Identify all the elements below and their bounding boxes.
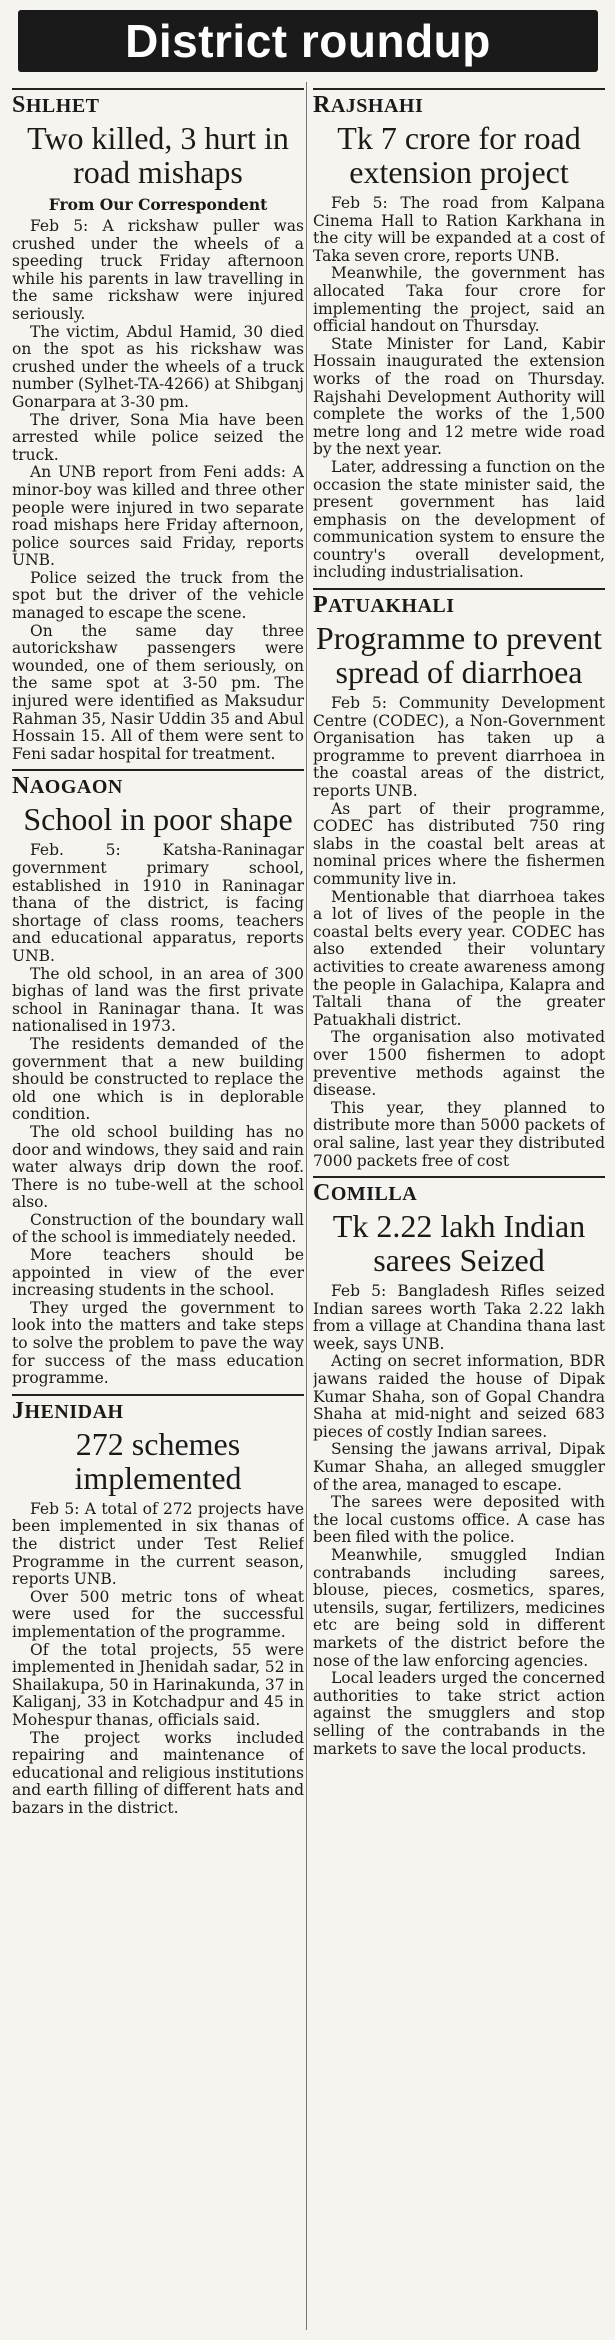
paragraph: Acting on secret information, BDR jawans raided the house of Dipak Kumar Shaha, son of Gopal Chandra Shaha at mid-night and seized 683 pieces of costly Indian sarees. bbox=[313, 1352, 605, 1441]
article bbox=[313, 1176, 605, 1758]
paragraph: State Minister for Land, Kabir Hossain inaugurated the extension works of the road on Thursday. Rajshahi Development Authority will complete the works of the 1,500 metre long and 12 metre wide road by the next year. bbox=[313, 334, 605, 459]
paragraph: Later, addressing a function on the occasion the state minister said, the present government has laid emphasis on the development of communication system to ensure the country's overall development, including industrialisation. bbox=[313, 457, 605, 582]
paragraph: Meanwhile, the government has allocated Taka four crore for implementing the project, said an official handout on Thursday. bbox=[313, 264, 605, 336]
paragraph: The old school, in an area of 300 bighas of land was the first private school in Raninagar thana. It was nationalised in 1973. bbox=[12, 964, 304, 1036]
paragraph: Feb 5: Bangladesh Rifles seized Indian sarees worth Taka 2.22 lakh from a village at Chandina thana last week, says UNB. bbox=[313, 1282, 605, 1353]
headline: Tk 7 crore for road extension project bbox=[337, 120, 581, 190]
headline: Two killed, 3 hurt in road mishaps bbox=[27, 120, 289, 190]
paragraph: The victim, Abdul Hamid, 30 died on the spot as his rickshaw was crushed under the wheels of a truck number (Sylhet-TA-4266) at Shibganj Gonarpara at 3-30 pm. bbox=[12, 322, 304, 411]
paragraph: Feb 5: Community Development Centre (CODEC), a Non-Government Organisation has taken up a programme to prevent diarrhoea in the coastal areas of the district, reports UNB. bbox=[313, 694, 605, 801]
section-label: NAOGAON bbox=[12, 769, 304, 800]
paragraph: Feb. 5: Katsha-Raninagar government primary school, established in 1910 in Raninagar thana of the district, is facing shortage of class rooms, teachers and educational apparatus, reports UNB. bbox=[12, 841, 304, 965]
article bbox=[313, 88, 605, 582]
paragraph: Police seized the truck from the spot but the driver of the vehicle managed to escape the scene. bbox=[12, 568, 304, 623]
paragraph: An UNB report from Feni adds: A minor-boy was killed and three other people were injured in two separate road mishaps here Friday afternoon, police sources said Friday, reports UNB. bbox=[12, 463, 304, 570]
article bbox=[12, 1394, 304, 1818]
banner-title: District roundup bbox=[125, 15, 491, 67]
section-label: JHENIDAH bbox=[12, 1394, 304, 1425]
paragraph: Over 500 metric tons of wheat were used for the successful implementation of the programme. bbox=[12, 1587, 304, 1641]
article bbox=[313, 588, 605, 1170]
headline: 272 schemes implemented bbox=[74, 1425, 242, 1496]
page-banner bbox=[18, 10, 598, 72]
left-column bbox=[12, 82, 304, 2332]
paragraph: The old school building has no door and windows, they said and rain water always drip down the roof. There is no tube-well at the school also. bbox=[12, 1122, 304, 1212]
paragraph: Feb 5: A rickshaw puller was crushed under the wheels of a speeding truck Friday afternoon while his parents in law travelling in the same rickshaw were injured seriously. bbox=[12, 217, 304, 323]
section-label: RAJSHAHI bbox=[313, 88, 605, 119]
paragraph: As part of their programme, CODEC has distributed 750 ring slabs in the coastal belt areas at nominal prices where the fishermen community live in. bbox=[313, 799, 605, 888]
paragraph: Meanwhile, smuggled Indian contrabands including sarees, blouse, pieces, cosmetics, spares, utensils, sugar, fertilizers, medicines etc are being sold in different markets of the district before the nose of the law enforcing agencies. bbox=[313, 1546, 605, 1670]
paragraph: Construction of the boundary wall of the school is immediately needed. bbox=[12, 1210, 304, 1247]
paragraph: Feb 5: A total of 272 projects have been implemented in six thanas of the district under Test Relief Programme in the current season, reports UNB. bbox=[12, 1499, 304, 1589]
column-divider bbox=[306, 82, 307, 2330]
paragraph: They urged the government to look into the matters and take steps to solve the problem to pave the way for success of the mass education programme. bbox=[12, 1298, 304, 1388]
paragraph: Feb 5: The road from Kalpana Cinema Hall to Ration Karkhana in the city will be expanded at a cost of Taka seven crore, reports UNB. bbox=[313, 194, 605, 265]
section-label: PATUAKHALI bbox=[313, 588, 605, 619]
headline: School in poor shape bbox=[23, 801, 293, 838]
paragraph: Mentionable that diarrhoea takes a lot of lives of the people in the coastal belts every year. CODEC has also extended their voluntary activities to create awareness among the people in Galachipa, Kalapra and Taltali thana of the greater Patuakhali district. bbox=[313, 887, 605, 1029]
section-label: COMILLA bbox=[313, 1176, 605, 1207]
right-column bbox=[313, 82, 605, 2332]
paragraph: More teachers should be appointed in view of the ever increasing students in the school. bbox=[12, 1246, 304, 1300]
paragraph: The residents demanded of the government that a new building should be constructed to replace the old one which is in deplorable condition. bbox=[12, 1034, 304, 1124]
paragraph: On the same day three autorickshaw passengers were wounded, one of them seriously, on the same spot at 3-50 pm. The injured were identified as Maksudur Rahman 35, Nasir Uddin 35 and Abul Hossain 15. All of them were sent to Feni sadar hospital for treatment. bbox=[12, 621, 304, 763]
headline: Tk 2.22 lakh Indian sarees Seized bbox=[332, 1208, 586, 1279]
paragraph: Of the total projects, 55 were implemented in Jhenidah sadar, 52 in Shailakupa, 50 in Harinakunda, 37 in Kaliganj, 33 in Kotchadpur and 45 in Mohespur thanas, officials said. bbox=[12, 1640, 304, 1729]
paragraph: The sarees were deposited with the local customs office. A case has been filed with the police. bbox=[313, 1493, 605, 1547]
article bbox=[12, 88, 304, 763]
paragraph: Local leaders urged the concerned authorities to take strict action against the smugglers and stop selling of the contrabands in the markets to save the local products. bbox=[313, 1669, 605, 1758]
paragraph: The driver, Sona Mia have been arrested while police seized the truck. bbox=[12, 410, 304, 464]
byline: From Our Correspondent bbox=[48, 195, 268, 214]
paragraph: The project works included repairing and maintenance of educational and religious institutions and earth filling of different hats and bazars in the district. bbox=[12, 1728, 304, 1817]
paragraph: Sensing the jawans arrival, Dipak Kumar Shaha, an alleged smuggler of the area, managed to escape. bbox=[313, 1440, 605, 1494]
section-label: SHLHET bbox=[12, 88, 304, 119]
paragraph: The organisation also motivated over 1500 fishermen to adopt preventive methods against the disease. bbox=[313, 1028, 605, 1100]
article bbox=[12, 769, 304, 1387]
paragraph: This year, they planned to distribute more than 5000 packets of oral saline, last year they distributed 7000 packets free of cost bbox=[313, 1098, 605, 1170]
headline: Programme to prevent spread of diarrhoea bbox=[315, 620, 603, 691]
